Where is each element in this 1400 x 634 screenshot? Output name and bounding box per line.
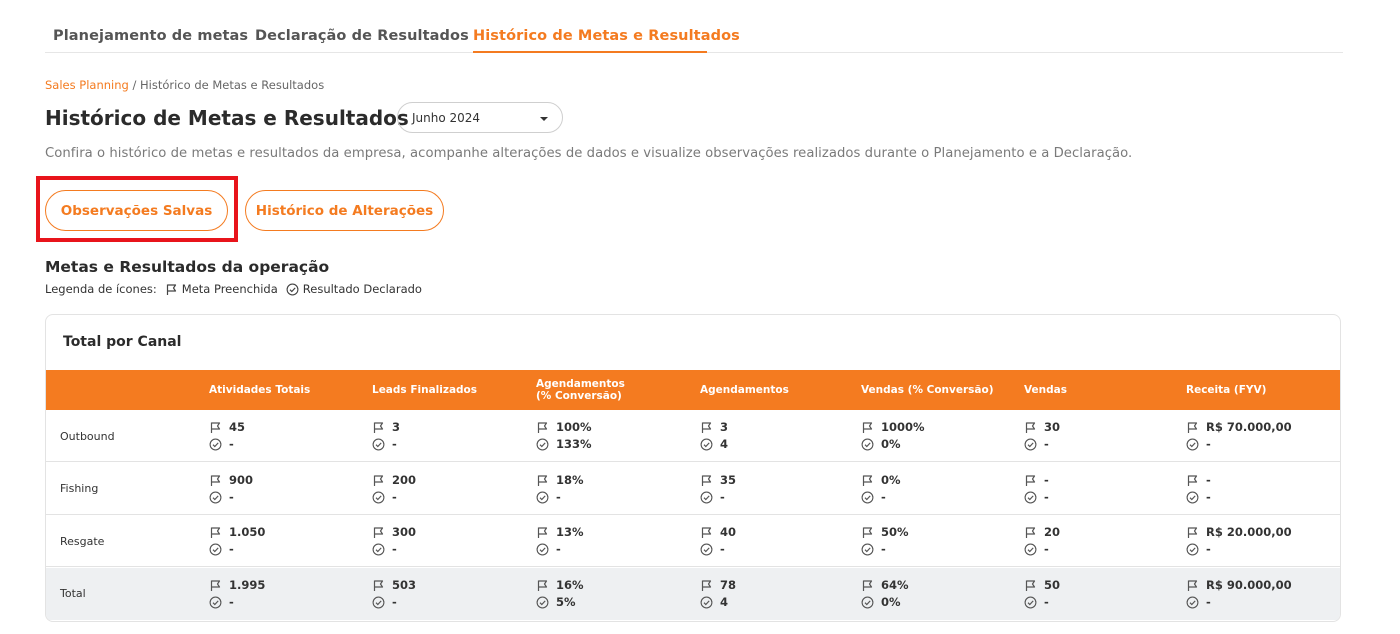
meta-value: 900	[229, 472, 254, 487]
table-cell	[372, 472, 416, 506]
table-cell	[372, 419, 400, 453]
result-value: -	[1206, 437, 1211, 451]
result-value: -	[392, 489, 397, 504]
table-cell	[1024, 524, 1060, 558]
table-cell	[861, 419, 925, 453]
table-cell	[536, 472, 584, 506]
column-header: Atividades Totais	[209, 384, 311, 396]
check-circle-icon	[1024, 491, 1037, 504]
historico-alteracoes-button[interactable]: Histórico de Alterações	[245, 190, 444, 231]
table-cell	[861, 472, 901, 506]
table-cell	[700, 472, 736, 506]
flag-icon	[536, 526, 549, 539]
flag-icon	[1024, 421, 1037, 434]
meta-value: R$ 70.000,00	[1206, 420, 1292, 434]
tab-planejamento[interactable]: Planejamento de metas	[53, 28, 249, 44]
result-value: -	[1206, 489, 1211, 504]
meta-value: 78	[720, 577, 737, 592]
table-header	[46, 370, 1341, 410]
meta-value: R$ 20.000,00	[1206, 525, 1292, 539]
table-cell	[536, 577, 584, 611]
flag-icon	[1186, 474, 1199, 487]
check-circle-icon	[372, 438, 385, 451]
check-circle-icon	[700, 543, 713, 556]
table-cell	[536, 524, 584, 558]
table-cell	[209, 524, 265, 558]
table-row	[46, 463, 1341, 515]
result-value: -	[1044, 594, 1049, 609]
result-value: -	[392, 542, 397, 556]
table-row	[46, 515, 1341, 567]
column-header: Leads Finalizados	[372, 384, 478, 396]
legend-label: Legenda de ícones:	[45, 282, 157, 296]
meta-value: 30	[1044, 420, 1061, 434]
observacoes-salvas-button[interactable]: Observações Salvas	[45, 190, 228, 231]
flag-icon	[1186, 579, 1199, 592]
flag-icon	[165, 283, 178, 296]
flag-icon	[700, 579, 713, 592]
check-circle-icon	[1186, 438, 1199, 451]
flag-icon	[372, 579, 385, 592]
flag-icon	[372, 526, 385, 539]
flag-icon	[700, 421, 713, 434]
check-circle-icon	[861, 438, 874, 451]
check-circle-icon	[286, 283, 299, 296]
check-circle-icon	[700, 596, 713, 609]
meta-value: -	[1044, 472, 1049, 487]
table-row	[46, 568, 1341, 620]
breadcrumb-current: Histórico de Metas e Resultados	[140, 78, 325, 92]
meta-value: 1.050	[229, 525, 266, 539]
column-header: Receita (FYV)	[1186, 384, 1267, 396]
result-value: -	[229, 542, 234, 556]
meta-value: 3	[720, 420, 729, 434]
flag-icon	[536, 579, 549, 592]
flag-icon	[1024, 474, 1037, 487]
meta-value: 300	[392, 525, 417, 539]
check-circle-icon	[1186, 543, 1199, 556]
result-value: -	[720, 542, 725, 556]
flag-icon	[700, 526, 713, 539]
column-header: Agendamentos	[700, 384, 789, 396]
result-value: -	[881, 489, 886, 504]
meta-value: R$ 90.000,00	[1206, 577, 1292, 592]
table-cell	[700, 524, 736, 558]
meta-value: 45	[229, 420, 246, 434]
meta-value: -	[1206, 472, 1211, 487]
page-subtitle: Confira o histórico de metas e resultados da empresa, acompanhe alterações de dados e visualize observações realizados durante o Planejamento e a Declaração.	[45, 146, 1133, 161]
check-circle-icon	[1024, 543, 1037, 556]
tab-declaracao[interactable]: Declaração de Resultados	[255, 28, 469, 44]
flag-icon	[209, 526, 222, 539]
meta-value: 13%	[556, 525, 584, 539]
result-value: -	[229, 594, 234, 609]
check-circle-icon	[209, 543, 222, 556]
meta-value: 40	[720, 525, 737, 539]
breadcrumb-separator: /	[128, 78, 140, 92]
meta-value: 3	[392, 420, 401, 434]
table-cell	[209, 419, 245, 453]
meta-value: 50	[1044, 577, 1061, 592]
check-circle-icon	[209, 438, 222, 451]
check-circle-icon	[372, 543, 385, 556]
chevron-down-icon	[540, 117, 548, 121]
check-circle-icon	[536, 491, 549, 504]
check-circle-icon	[372, 491, 385, 504]
check-circle-icon	[536, 438, 549, 451]
flag-icon	[861, 526, 874, 539]
result-value: -	[229, 437, 234, 451]
table-cell	[1186, 419, 1292, 453]
month-select[interactable]	[397, 102, 563, 133]
column-header: Vendas	[1024, 384, 1067, 396]
meta-value: 1.995	[229, 577, 266, 592]
result-value: -	[392, 437, 397, 451]
icon-legend	[45, 282, 422, 296]
flag-icon	[372, 421, 385, 434]
table-cell	[861, 577, 909, 611]
result-value: -	[229, 489, 234, 504]
legend-resultado-label: Resultado Declarado	[302, 282, 422, 296]
meta-value: 50%	[881, 525, 909, 539]
flag-icon	[1186, 421, 1199, 434]
check-circle-icon	[861, 543, 874, 556]
result-value: 0%	[881, 594, 901, 609]
row-label: Outbound	[60, 429, 115, 443]
row-label: Total	[60, 587, 86, 600]
meta-value: 1000%	[881, 420, 925, 434]
result-value: 133%	[556, 437, 592, 451]
tab-historico[interactable]: Histórico de Metas e Resultados	[473, 28, 740, 44]
check-circle-icon	[209, 596, 222, 609]
meta-value: 200	[392, 472, 417, 487]
result-value: -	[392, 594, 397, 609]
check-circle-icon	[536, 543, 549, 556]
table-cell	[861, 524, 909, 558]
result-value: 5%	[556, 594, 576, 609]
flag-icon	[372, 474, 385, 487]
result-value: -	[1044, 542, 1049, 556]
flag-icon	[536, 421, 549, 434]
flag-icon	[209, 579, 222, 592]
meta-value: 16%	[556, 577, 584, 592]
result-value: -	[556, 542, 561, 556]
flag-icon	[861, 421, 874, 434]
result-value: -	[1044, 489, 1049, 504]
check-circle-icon	[372, 596, 385, 609]
check-circle-icon	[1024, 596, 1037, 609]
flag-icon	[861, 579, 874, 592]
meta-value: 64%	[881, 577, 909, 592]
flag-icon	[1186, 526, 1199, 539]
check-circle-icon	[861, 491, 874, 504]
check-circle-icon	[536, 596, 549, 609]
result-value: -	[881, 542, 886, 556]
check-circle-icon	[1186, 491, 1199, 504]
result-value: -	[556, 489, 561, 504]
meta-value: 100%	[556, 420, 592, 434]
result-value: -	[720, 489, 725, 504]
table-cell	[372, 524, 416, 558]
table-cell	[1186, 577, 1292, 611]
column-header: Agendamentos (% Conversão)	[536, 378, 625, 402]
active-tab-indicator	[473, 51, 707, 53]
flag-icon	[1024, 526, 1037, 539]
section-title: Metas e Resultados da operação	[45, 258, 330, 276]
check-circle-icon	[700, 438, 713, 451]
table-cell	[372, 577, 416, 611]
result-value: 0%	[881, 437, 901, 451]
total-por-canal-card	[45, 314, 1341, 622]
meta-value: 20	[1044, 525, 1061, 539]
result-value: 4	[720, 594, 729, 609]
result-value: 4	[720, 437, 729, 451]
flag-icon	[700, 474, 713, 487]
flag-icon	[536, 474, 549, 487]
table-cell	[1186, 524, 1292, 558]
breadcrumb-link-sales-planning[interactable]: Sales Planning	[45, 78, 129, 92]
meta-value: 503	[392, 577, 417, 592]
table-cell	[1024, 472, 1049, 506]
table-cell	[700, 577, 736, 611]
check-circle-icon	[209, 491, 222, 504]
result-value: -	[1206, 542, 1211, 556]
breadcrumb	[45, 78, 324, 92]
month-select-value: Junho 2024	[412, 110, 481, 125]
table-cell	[1024, 419, 1060, 453]
result-value: -	[1044, 437, 1049, 451]
meta-value: 35	[720, 472, 737, 487]
check-circle-icon	[700, 491, 713, 504]
meta-value: 18%	[556, 472, 584, 487]
result-value: -	[1206, 594, 1211, 609]
card-title: Total por Canal	[63, 334, 182, 350]
table-row	[46, 410, 1341, 462]
meta-value: 0%	[881, 472, 901, 487]
top-tabs	[45, 0, 1343, 53]
flag-icon	[209, 474, 222, 487]
check-circle-icon	[1024, 438, 1037, 451]
check-circle-icon	[861, 596, 874, 609]
page-title: Histórico de Metas e Resultados	[45, 106, 409, 130]
flag-icon	[1024, 579, 1037, 592]
row-label: Fishing	[60, 482, 99, 495]
table-cell	[1186, 472, 1211, 506]
column-header: Vendas (% Conversão)	[861, 384, 994, 396]
check-circle-icon	[1186, 596, 1199, 609]
flag-icon	[861, 474, 874, 487]
table-cell	[700, 419, 728, 453]
table-cell	[536, 419, 592, 453]
table-cell	[209, 577, 265, 611]
flag-icon	[209, 421, 222, 434]
legend-meta-label: Meta Preenchida	[181, 282, 278, 296]
table-cell	[209, 472, 253, 506]
table-cell	[1024, 577, 1060, 611]
row-label: Resgate	[60, 534, 105, 548]
